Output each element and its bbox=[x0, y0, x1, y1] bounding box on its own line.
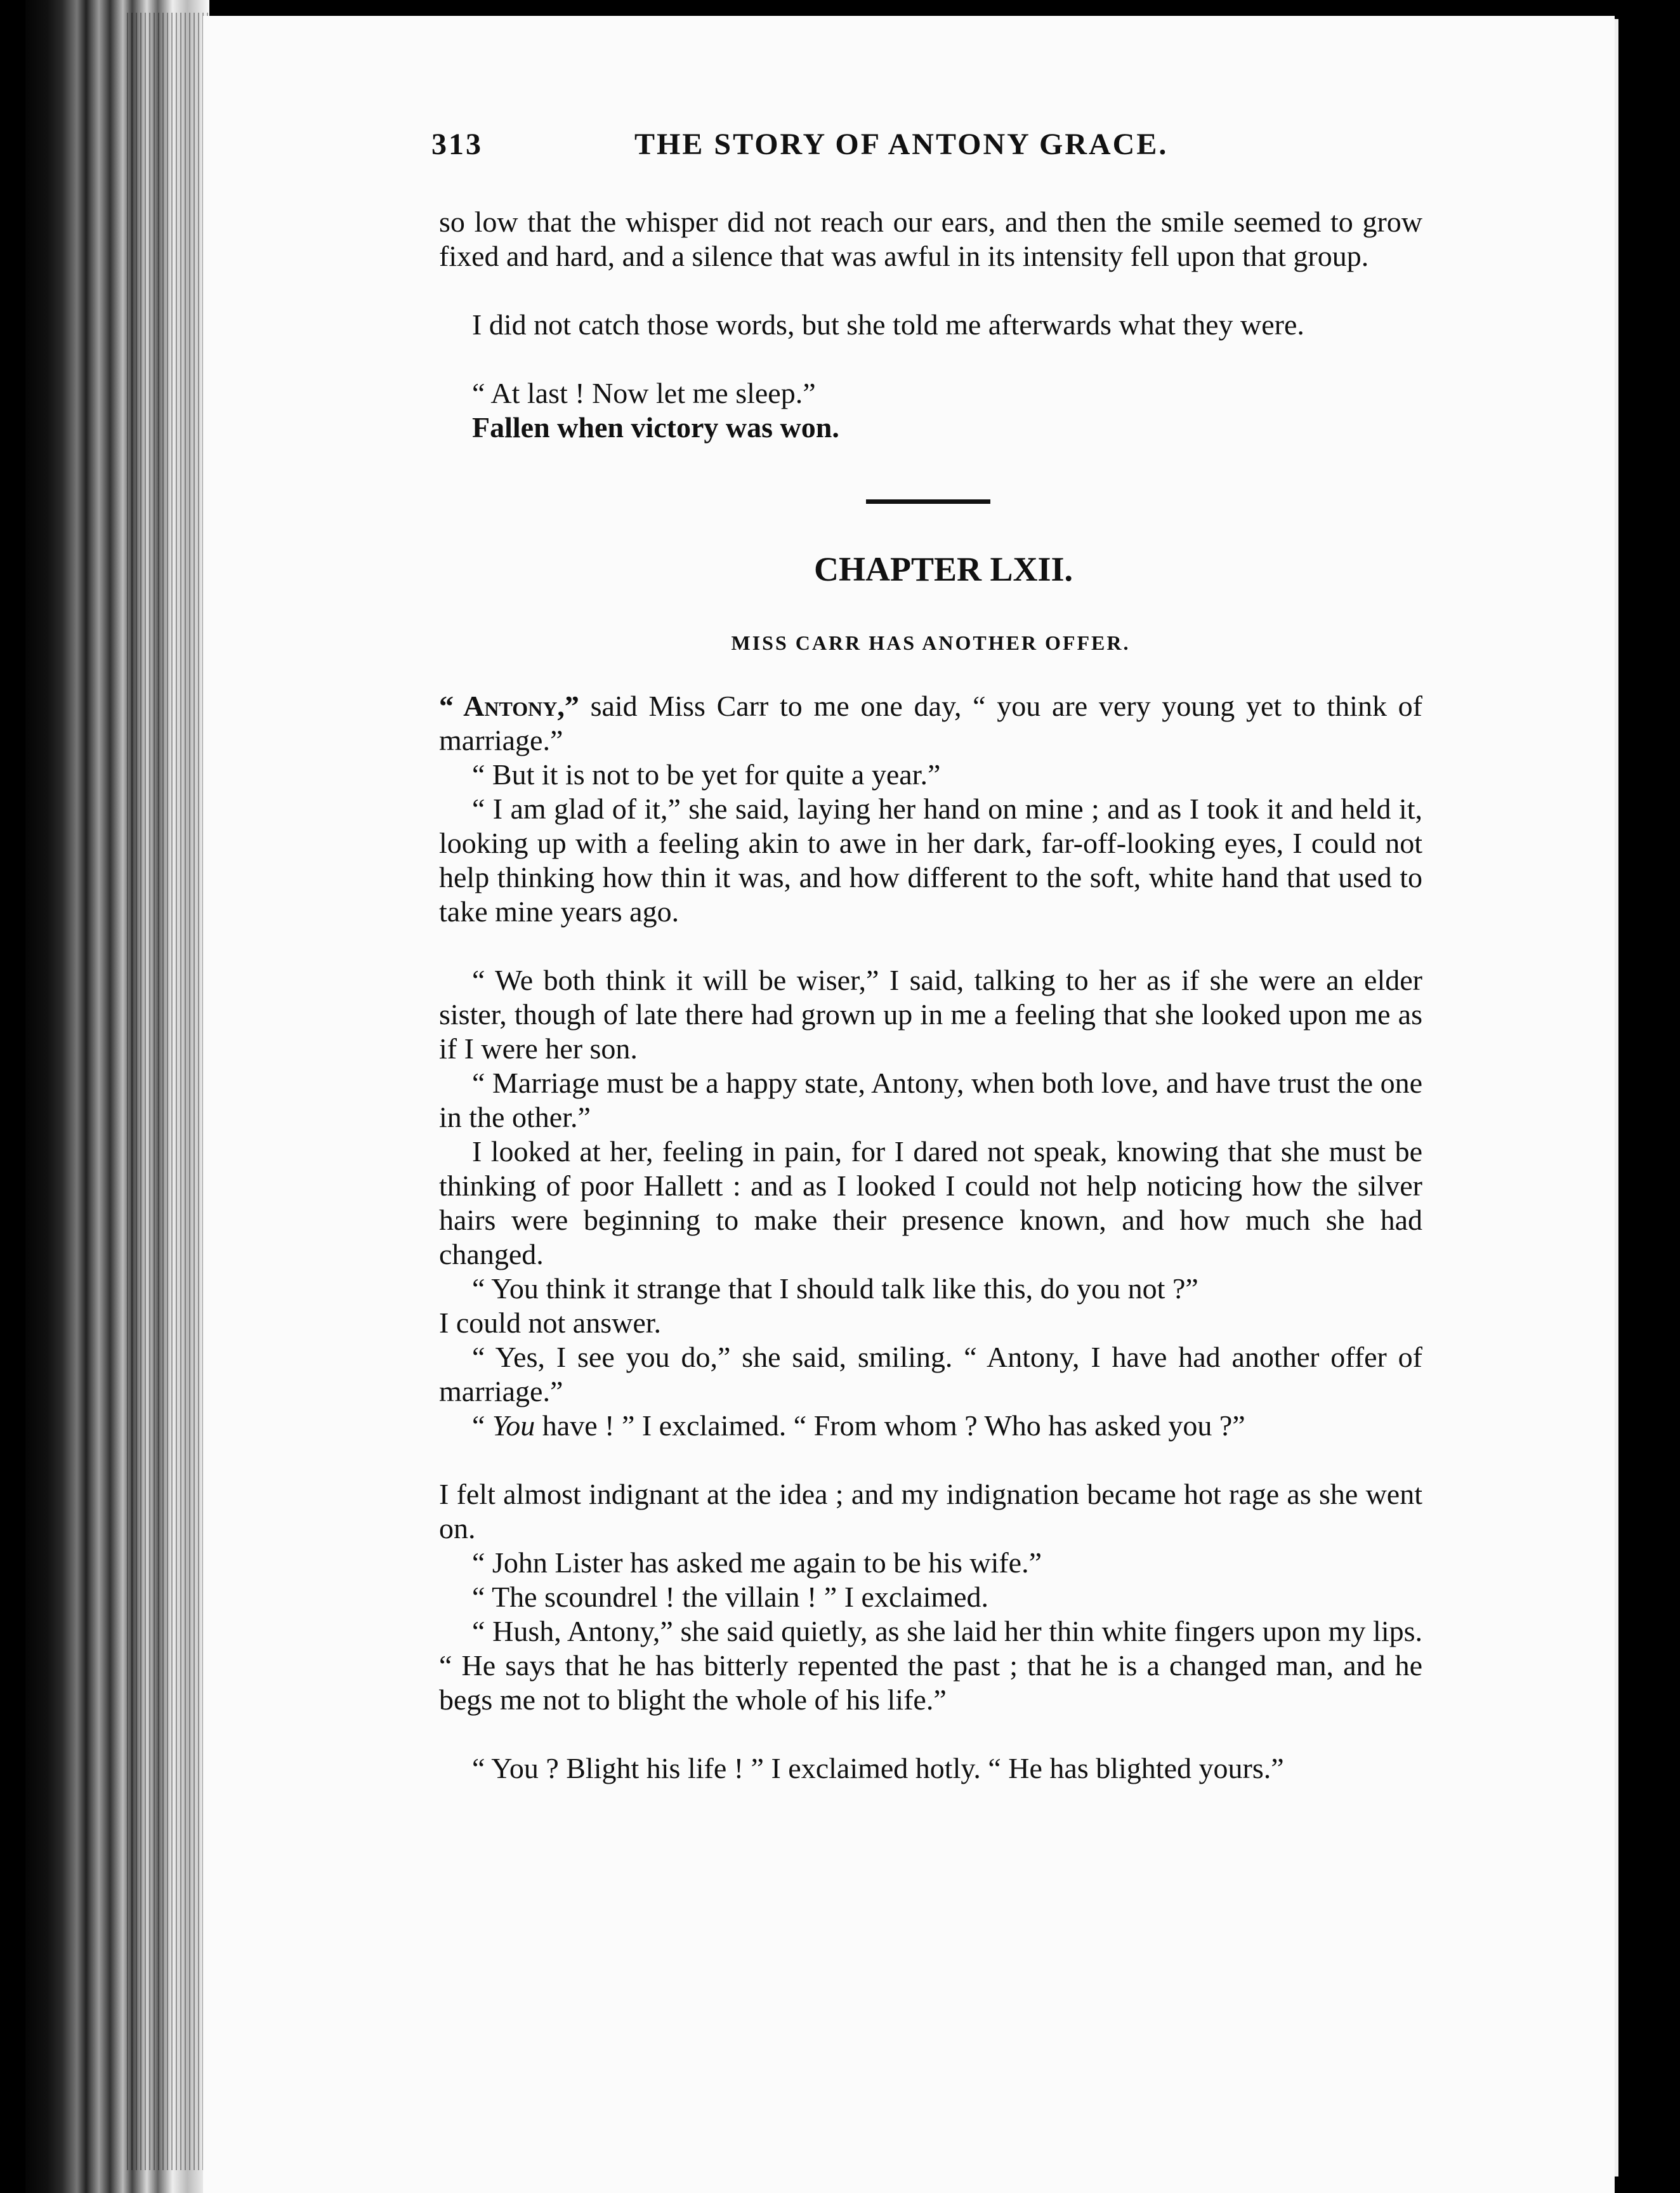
paragraph: I could not answer. bbox=[439, 1307, 662, 1339]
paragraph: “ We both think it will be wiser,” I said, talking to her as if she were an elder sister, though of late there had grown up in me a feeling that she looked upon me as if I were her son. bbox=[439, 964, 1422, 1065]
quote-line: “ At last ! Now let me sleep.” bbox=[472, 377, 816, 409]
paragraph: I did not catch those words, but she told me afterwards what they were. bbox=[472, 308, 1304, 341]
page-edge-lines bbox=[127, 13, 209, 2170]
paragraph-text: “ bbox=[472, 1409, 492, 1442]
scan-border-right bbox=[1615, 0, 1680, 2193]
speaker-lead: “ Antony,” bbox=[439, 690, 579, 722]
running-title: THE STORY OF ANTONY GRACE. bbox=[634, 128, 1169, 161]
paragraph-text: have ! ” I exclaimed. “ From whom ? Who has asked you ?” bbox=[535, 1409, 1245, 1442]
paragraph: “ Marriage must be a happy state, Antony, when both love, and have trust the one in the other.” bbox=[439, 1067, 1422, 1133]
paragraph: “ You ? Blight his life ! ” I exclaimed hotly. “ He has blighted yours.” bbox=[472, 1752, 1284, 1784]
chapter-divider-rule bbox=[866, 499, 990, 504]
chapter-heading: CHAPTER LXII. bbox=[813, 550, 1073, 588]
facing-page-edge bbox=[1615, 19, 1618, 2177]
paragraph: I looked at her, feeling in pain, for I dared not speak, knowing that she must be thinking of poor Hallett : and as I looked I could not help noticing how the silver hairs were beginning to make their presence known, and how much she had changed. bbox=[439, 1135, 1422, 1270]
paragraph: “ I am glad of it,” she said, laying her hand on mine ; and as I took it and held it, looking up with a feeling akin to awe in her dark, far-off-looking eyes, I could not help thinking how thin it was, and how different to the soft, white hand that used to take mine years ago. bbox=[439, 793, 1422, 928]
paragraph: “ You think it strange that I should talk like this, do you not ?” bbox=[472, 1272, 1198, 1305]
paragraph-continuation: so low that the whisper did not reach our ears, and then the smile seemed to grow fixed and hard, and a silence that was awful in its intensity fell upon that group. bbox=[439, 206, 1422, 272]
running-head bbox=[431, 127, 1212, 165]
paragraph: “ John Lister has asked me again to be his wife.” bbox=[472, 1546, 1042, 1579]
paragraph bbox=[439, 689, 1422, 758]
paragraph: “ Yes, I see you do,” she said, smiling. “ Antony, I have had another offer of marriage.” bbox=[439, 1341, 1422, 1407]
closing-line: Fallen when victory was won. bbox=[472, 411, 839, 444]
paragraph: “ But it is not to be yet for quite a year.” bbox=[472, 758, 941, 791]
paragraph-text: said Miss Carr to me one day, “ you are very young yet to think of marriage.” bbox=[439, 690, 1422, 756]
emphasis: You bbox=[492, 1409, 535, 1442]
chapter-title: MISS CARR HAS ANOTHER OFFER. bbox=[731, 631, 1131, 654]
paragraph: I felt almost indignant at the idea ; and my indignation became hot rage as she went on. bbox=[439, 1478, 1422, 1544]
page-number: 313 bbox=[431, 128, 483, 161]
paragraph bbox=[439, 1409, 1422, 1443]
paragraph: “ The scoundrel ! the villain ! ” I exclaimed. bbox=[472, 1581, 989, 1613]
paragraph: “ Hush, Antony,” she said quietly, as she laid her thin white fingers upon my lips. “ He says that he has bitterly repented the past ; that he is a changed man, and he begs me not to blight the whole of his life.” bbox=[439, 1615, 1422, 1716]
